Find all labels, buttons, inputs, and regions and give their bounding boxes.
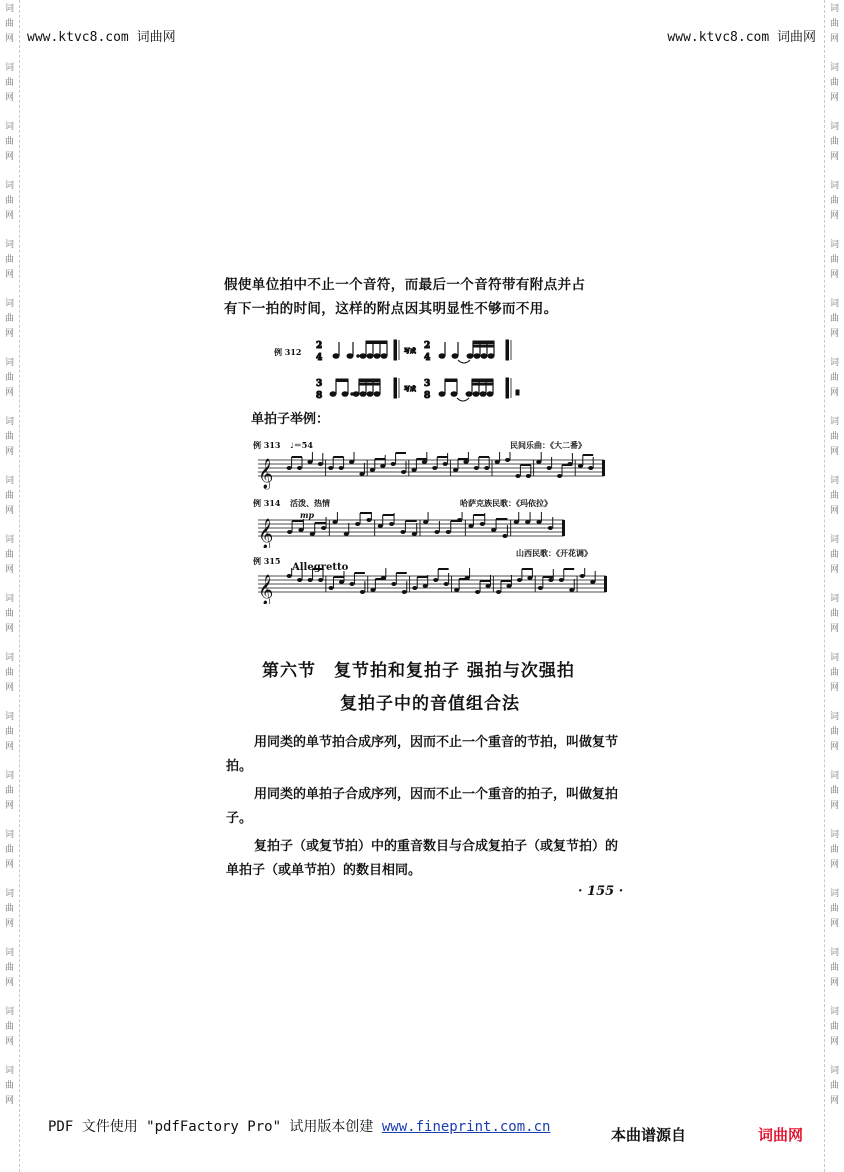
- watermark-char: 曲: [829, 78, 839, 88]
- final-bar: [562, 520, 565, 536]
- note-head: [391, 582, 396, 586]
- watermark-char: 网: [4, 152, 14, 162]
- watermark-char: 词: [4, 476, 14, 486]
- watermark-char: 网: [829, 1096, 839, 1106]
- example-315-staff: [258, 568, 610, 604]
- watermark-char: 曲: [4, 1022, 14, 1032]
- section-title-line-1: 第六节 复节拍和复拍子 强拍与次强拍: [262, 661, 575, 681]
- watermark-char: 词: [4, 535, 14, 545]
- watermark-char: 词: [829, 594, 839, 604]
- note-head: [486, 584, 491, 588]
- page-number: · 155 ·: [578, 884, 624, 899]
- note-head: [457, 518, 462, 522]
- note-head: [370, 588, 375, 592]
- watermark-char: 网: [4, 683, 14, 693]
- final-bar: [604, 576, 607, 592]
- right-watermark-strip: [824, 0, 844, 1172]
- watermark-char: 曲: [4, 963, 14, 973]
- write-label-1: 写成: [404, 348, 417, 355]
- note-head: [360, 590, 365, 594]
- example-315-source: 山西民歌：《开花调》: [516, 548, 592, 558]
- watermark-char: 曲: [829, 727, 839, 737]
- note-head: [307, 460, 312, 464]
- note-head: [588, 466, 593, 470]
- watermark-char: 词: [829, 830, 839, 840]
- time-sig-3-top: 3: [316, 379, 323, 389]
- watermark-char: 网: [829, 624, 839, 634]
- watermark-char: 网: [4, 447, 14, 457]
- watermark-char: 曲: [829, 963, 839, 973]
- watermark-char: 词: [829, 63, 839, 73]
- watermark-char: 词: [4, 771, 14, 781]
- note-head: [389, 522, 394, 526]
- note-head: [401, 470, 406, 474]
- note-head: [349, 582, 354, 586]
- header-site-right[interactable]: www.ktvc8.com 词曲网: [667, 30, 816, 45]
- watermark-char: 词: [829, 122, 839, 132]
- watermark-char: 词: [829, 181, 839, 191]
- note-head: [515, 474, 520, 478]
- single-meter-heading: 单拍子举例：: [251, 412, 330, 427]
- time-sig-3-bottom: 8: [316, 391, 323, 401]
- watermark-char: 网: [829, 860, 839, 870]
- watermark-char: 曲: [4, 19, 14, 29]
- watermark-char: 词: [4, 948, 14, 958]
- note-head: [287, 574, 292, 578]
- note-head: [569, 588, 574, 592]
- watermark-char: 网: [4, 388, 14, 398]
- note-head: [432, 466, 437, 470]
- watermark-char: 曲: [829, 314, 839, 324]
- watermark-char: 词: [829, 240, 839, 250]
- note-head: [366, 518, 371, 522]
- intro-paragraph: [224, 273, 634, 321]
- note-head: [538, 586, 543, 590]
- note-head: [297, 578, 302, 582]
- note-head: [310, 532, 315, 536]
- watermark-char: 网: [4, 34, 14, 44]
- watermark-char: 网: [829, 565, 839, 575]
- watermark-char: 词: [4, 830, 14, 840]
- watermark-char: 词: [4, 889, 14, 899]
- watermark-char: 曲: [829, 255, 839, 265]
- example-314-staff: [258, 512, 568, 548]
- footer-pdf-text: PDF 文件使用 "pdfFactory Pro" 试用版本创建: [48, 1119, 374, 1135]
- watermark-char: 网: [4, 1037, 14, 1047]
- watermark-char: 网: [4, 919, 14, 929]
- note-head: [463, 460, 468, 464]
- watermark-char: 词: [829, 535, 839, 545]
- watermark-char: 曲: [829, 1081, 839, 1091]
- watermark-char: 网: [829, 742, 839, 752]
- note-head: [484, 466, 489, 470]
- left-watermark-strip: [0, 0, 20, 1172]
- watermark-char: 词: [829, 948, 839, 958]
- watermark-char: 网: [4, 211, 14, 221]
- note-head: [344, 532, 349, 536]
- watermark-char: 曲: [4, 78, 14, 88]
- watermark-char: 网: [829, 34, 839, 44]
- note-head: [536, 460, 541, 464]
- header-site-left[interactable]: www.ktvc8.com 词曲网: [27, 30, 176, 45]
- watermark-char: 曲: [4, 1081, 14, 1091]
- watermark-char: 词: [4, 712, 14, 722]
- watermark-char: 曲: [4, 373, 14, 383]
- watermark-char: 词: [829, 417, 839, 427]
- note-head: [580, 574, 585, 578]
- note-head: [433, 578, 438, 582]
- note-head: [339, 580, 344, 584]
- note-head: [423, 520, 428, 524]
- watermark-char: 曲: [829, 19, 839, 29]
- watermark-char: 词: [4, 1066, 14, 1076]
- note-head: [505, 458, 510, 462]
- watermark-char: 曲: [4, 432, 14, 442]
- watermark-char: 网: [829, 211, 839, 221]
- watermark-char: 网: [829, 388, 839, 398]
- intro-line-1: 假使单位拍中不止一个音符，而最后一个音符带有附点并占: [224, 277, 586, 293]
- watermark-char: 曲: [829, 550, 839, 560]
- note-head: [412, 532, 417, 536]
- example-313-source: 民间乐曲：《大二番》: [510, 440, 586, 450]
- note-head: [380, 464, 385, 468]
- note-head: [454, 588, 459, 592]
- watermark-char: 曲: [4, 786, 14, 796]
- example-312-label: 例 312: [274, 347, 302, 357]
- watermark-char: 曲: [4, 196, 14, 206]
- watermark-char: 词: [4, 358, 14, 368]
- watermark-char: 词: [829, 771, 839, 781]
- watermark-char: 曲: [829, 432, 839, 442]
- watermark-char: 词: [4, 63, 14, 73]
- watermark-char: 词: [829, 653, 839, 663]
- note-head: [355, 522, 360, 526]
- note-head: [339, 466, 344, 470]
- watermark-char: 曲: [4, 609, 14, 619]
- watermark-char: 词: [829, 1066, 839, 1076]
- watermark-char: 网: [829, 801, 839, 811]
- note-head: [434, 530, 439, 534]
- note-head: [328, 466, 333, 470]
- watermark-char: 词: [829, 476, 839, 486]
- watermark-char: 曲: [4, 668, 14, 678]
- time-sig-4-bottom: 8: [424, 391, 431, 401]
- watermark-char: 网: [829, 978, 839, 988]
- note-head: [318, 462, 323, 466]
- note-head: [506, 584, 511, 588]
- note-head: [526, 474, 531, 478]
- watermark-char: 曲: [829, 196, 839, 206]
- watermark-char: 曲: [829, 491, 839, 501]
- intro-line-2: 有下一拍的时间，这样的附点因其明显性不够而不用。: [224, 301, 558, 317]
- note-head: [402, 590, 407, 594]
- watermark-char: 网: [4, 1096, 14, 1106]
- watermark-char: 曲: [4, 314, 14, 324]
- note-head: [527, 576, 532, 580]
- note-head: [480, 522, 485, 526]
- note-head: [422, 460, 427, 464]
- watermark-char: 词: [4, 417, 14, 427]
- watermark-char: 词: [829, 712, 839, 722]
- watermark-char: 词: [829, 299, 839, 309]
- note-head: [411, 468, 416, 472]
- note-head: [536, 520, 541, 524]
- footer-pdf-notice: [48, 1116, 550, 1136]
- note-head: [297, 466, 302, 470]
- watermark-char: 词: [4, 240, 14, 250]
- watermark-char: 网: [829, 506, 839, 516]
- note-head: [349, 460, 354, 464]
- watermark-char: 曲: [829, 845, 839, 855]
- watermark-char: 曲: [829, 904, 839, 914]
- note-head: [318, 578, 323, 582]
- note-head: [370, 468, 375, 472]
- footer-brand-link[interactable]: 词曲网: [758, 1126, 804, 1144]
- watermark-char: 曲: [4, 727, 14, 737]
- watermark-char: 曲: [4, 904, 14, 914]
- note-head: [446, 530, 451, 534]
- watermark-char: 网: [4, 329, 14, 339]
- watermark-char: 曲: [4, 137, 14, 147]
- example-313-label: 例 313: [253, 440, 281, 450]
- note-head: [474, 466, 479, 470]
- body-paragraph-2: 用同类的单拍子合成序列，因而不止一个重音的拍子，叫做复拍子。: [226, 787, 619, 826]
- watermark-char: 网: [4, 93, 14, 103]
- footer-source-text: 本曲谱源自: [611, 1126, 687, 1144]
- watermark-char: 词: [4, 4, 14, 14]
- watermark-char: 词: [4, 594, 14, 604]
- time-sig-4-top: 3: [424, 379, 431, 389]
- note-head: [423, 584, 428, 588]
- body-text: [226, 731, 628, 887]
- watermark-char: 网: [4, 565, 14, 575]
- watermark-char: 词: [4, 299, 14, 309]
- watermark-char: 网: [4, 978, 14, 988]
- note-head: [557, 474, 562, 478]
- note-head: [578, 464, 583, 468]
- example-312-rhythm: [312, 336, 542, 408]
- watermark-char: 网: [829, 447, 839, 457]
- time-sig-1-top: 2: [316, 341, 323, 351]
- section-title-line-2: 复拍子中的音值组合法: [340, 694, 520, 714]
- watermark-char: 曲: [829, 609, 839, 619]
- treble-clef: 𝄞: [258, 575, 274, 604]
- watermark-char: 网: [4, 506, 14, 516]
- watermark-char: 网: [829, 93, 839, 103]
- note-head: [502, 534, 507, 538]
- note-head: [491, 528, 496, 532]
- body-paragraph-1: 用同类的单节拍合成序列，因而不止一个重音的节拍，叫做复节拍。: [226, 735, 619, 774]
- note-head: [443, 462, 448, 466]
- watermark-char: 词: [829, 889, 839, 899]
- write-label-2: 写成: [404, 386, 417, 393]
- watermark-char: 曲: [4, 845, 14, 855]
- example-314-dynamic: mp: [300, 510, 315, 520]
- example-314-label: 例 314: [253, 498, 281, 508]
- note-head: [495, 460, 500, 464]
- note-head: [547, 466, 552, 470]
- watermark-char: 曲: [829, 373, 839, 383]
- note-head: [329, 586, 334, 590]
- note-head: [400, 530, 405, 534]
- note-head: [465, 576, 470, 580]
- note-head: [308, 578, 313, 582]
- watermark-char: 词: [4, 122, 14, 132]
- note-head: [378, 524, 383, 528]
- watermark-char: 网: [4, 742, 14, 752]
- note-head: [359, 472, 364, 476]
- note-head: [412, 586, 417, 590]
- note-head: [525, 520, 530, 524]
- note-head: [496, 590, 501, 594]
- watermark-char: 曲: [4, 255, 14, 265]
- example-314-source: 哈萨克族民歌：《玛依拉》: [460, 498, 552, 508]
- note-head: [567, 462, 572, 466]
- watermark-char: 词: [4, 1007, 14, 1017]
- note-head: [332, 520, 337, 524]
- watermark-char: 曲: [829, 137, 839, 147]
- example-315-tempo: Allegretto: [292, 562, 349, 573]
- note-head: [444, 582, 449, 586]
- example-313-staff: [258, 452, 608, 490]
- note-head: [391, 462, 396, 466]
- final-bar: [602, 460, 605, 476]
- note-head: [559, 578, 564, 582]
- treble-clef: 𝄞: [258, 519, 274, 548]
- time-sig-2-bottom: 4: [424, 353, 431, 363]
- note-head: [381, 576, 386, 580]
- note-head: [287, 530, 292, 534]
- watermark-char: 网: [829, 683, 839, 693]
- treble-clef: 𝄞: [258, 459, 274, 489]
- watermark-char: 曲: [4, 550, 14, 560]
- watermark-char: 网: [829, 152, 839, 162]
- note-head: [298, 528, 303, 532]
- watermark-char: 曲: [829, 1022, 839, 1032]
- note-head: [590, 580, 595, 584]
- watermark-char: 曲: [829, 668, 839, 678]
- note-head: [453, 468, 458, 472]
- note-head: [321, 526, 326, 530]
- watermark-char: 网: [829, 1037, 839, 1047]
- example-315-label: 例 315: [253, 556, 281, 566]
- footer-pdf-link[interactable]: www.fineprint.com.cn: [381, 1119, 551, 1135]
- watermark-char: 曲: [4, 491, 14, 501]
- watermark-char: 曲: [829, 786, 839, 796]
- note-head: [468, 524, 473, 528]
- watermark-char: 词: [4, 653, 14, 663]
- note-head: [287, 466, 292, 470]
- example-313-tempo: ♩＝54: [290, 440, 313, 450]
- example-314-expression: 活泼、热情: [290, 498, 330, 508]
- note-head: [475, 590, 480, 594]
- watermark-char: 网: [4, 860, 14, 870]
- time-sig-1-bottom: 4: [316, 353, 323, 363]
- note-head: [517, 578, 522, 582]
- watermark-char: 网: [4, 624, 14, 634]
- watermark-char: 词: [829, 358, 839, 368]
- note-head: [514, 520, 519, 524]
- note-head: [548, 526, 553, 530]
- time-sig-2-top: 2: [424, 341, 431, 351]
- watermark-char: 词: [4, 181, 14, 191]
- note-head: [548, 578, 553, 582]
- watermark-char: 网: [829, 270, 839, 280]
- watermark-char: 网: [4, 801, 14, 811]
- watermark-char: 网: [4, 270, 14, 280]
- watermark-char: 网: [829, 329, 839, 339]
- body-paragraph-3: 复拍子（或复节拍）中的重音数目与合成复拍子（或复节拍）的单拍子（或单节拍）的数目相同。: [226, 839, 619, 878]
- watermark-char: 词: [829, 4, 839, 14]
- watermark-char: 词: [829, 1007, 839, 1017]
- watermark-char: 网: [829, 919, 839, 929]
